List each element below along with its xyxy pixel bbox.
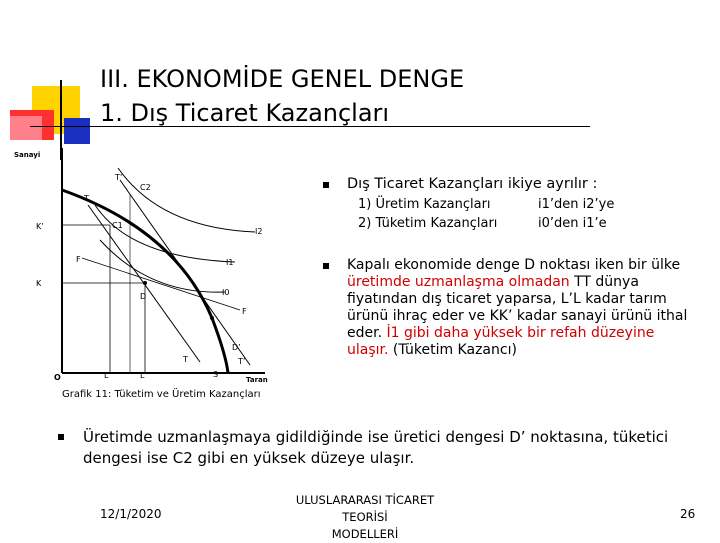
footer-date: 12/1/2020 xyxy=(100,507,162,521)
gain-1-name: 1) Üretim Kazançları xyxy=(358,197,491,212)
label-t-top: T xyxy=(84,194,89,203)
paragraph-text-3: (Tüketim Kazancı) xyxy=(388,342,517,358)
label-s: S xyxy=(213,370,219,379)
point-d xyxy=(143,281,147,285)
label-f-right: F xyxy=(242,307,247,316)
bullet-marker-2 xyxy=(323,263,329,269)
label-i0: I0 xyxy=(222,288,230,297)
price-line-ff xyxy=(82,258,240,310)
label-l-prime: L’ xyxy=(104,371,111,380)
footer-course-line2: MODELLERİ xyxy=(331,527,399,541)
trade-gains-heading: Dış Ticaret Kazançları ikiye ayrılır : xyxy=(347,176,598,192)
label-d-prime: D’ xyxy=(232,343,241,352)
slide-title-line1: III. EKONOMİDE GENEL DENGE xyxy=(100,65,465,93)
gain-1-desc: i1’den i2’ye xyxy=(538,197,615,212)
gain-2-name: 2) Tüketim Kazançları xyxy=(358,216,498,231)
specialization-paragraph: Üretimde uzmanlaşmaya gidildiğinde ise üretici dengesi D’ noktasına, tüketici dengesi ise C2 gibi en yüksek düzeye ulaşır. xyxy=(83,428,669,467)
bullet-marker-1 xyxy=(323,182,329,188)
label-origin: O xyxy=(54,373,61,382)
paragraph-highlight-2: İ1 gibi daha yüksek bir refah düzeyine ulaşır. xyxy=(347,325,655,358)
label-k: K xyxy=(36,279,42,288)
paragraph-text-2: TT dünya fiyatından dış ticaret yaparsa, L’L kadar tarım ürünü ihraç eder ve KK’ kadar sanayi ürünü ithal eder. xyxy=(347,274,688,341)
label-i2: I2 xyxy=(255,227,263,236)
label-l: L xyxy=(140,371,145,380)
label-t-prime-top: T’ xyxy=(115,173,123,182)
trade-gains-graph xyxy=(0,0,330,410)
footer-course-line1: ULUSLARARASI TİCARET TEORİSİ xyxy=(295,493,435,524)
footer-course-title xyxy=(280,492,450,543)
label-c1: C1 xyxy=(112,221,123,230)
indifference-curve-i2 xyxy=(118,168,255,232)
point-d-prime xyxy=(210,316,214,320)
paragraph-text-1: Kapalı ekonomide denge D noktası iken bir ülke xyxy=(347,257,681,273)
paragraph-highlight-1: üretimde uzmanlaşma olmadan xyxy=(347,274,570,290)
slide-title-line2: 1. Dış Ticaret Kazançları xyxy=(100,99,390,127)
label-f-left: F xyxy=(76,255,81,264)
x-axis-label: Taran xyxy=(246,376,268,384)
label-d: D xyxy=(140,292,147,301)
label-i1: I1 xyxy=(226,258,234,267)
label-k-prime: K’ xyxy=(36,222,44,231)
graph-caption: Grafik 11: Tüketim ve Üretim Kazançları xyxy=(62,389,261,400)
y-axis-label: Sanayi xyxy=(14,151,41,159)
footer-page-number: 26 xyxy=(680,507,696,521)
bullet-marker-3 xyxy=(58,434,64,440)
label-c2: C2 xyxy=(140,183,151,192)
label-t-prime-bottom: T’ xyxy=(238,357,246,366)
closed-economy-paragraph xyxy=(347,257,692,359)
label-t-bottom: T xyxy=(183,355,188,364)
gain-2-desc: i0’den i1’e xyxy=(538,216,607,231)
